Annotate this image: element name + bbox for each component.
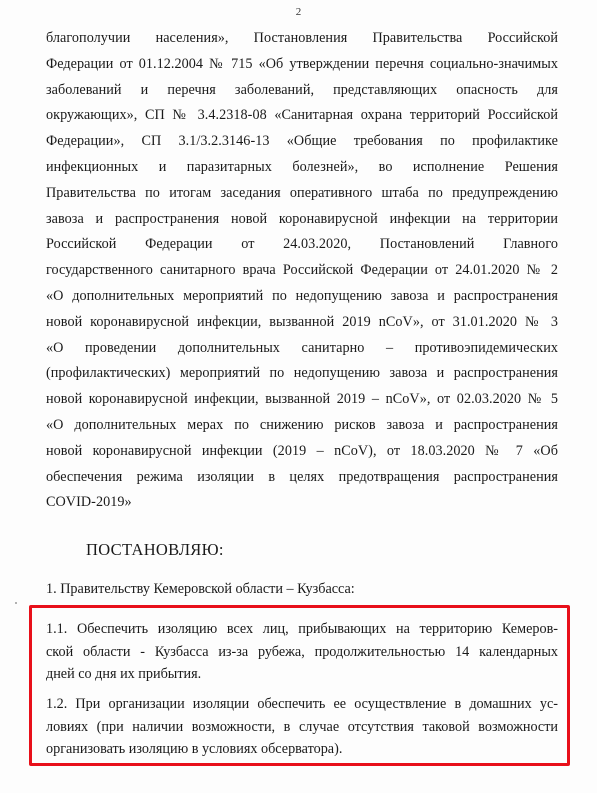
item-1-1-line: дней со дня их прибытия. [46,666,202,682]
resolve-heading: ПОСТАНОВЛЯЮ: [86,540,224,559]
preamble-line: новой коронавирусной инфекции, вызванной 2019 – nCoV», от 02.03.2020 № 5 [46,391,558,408]
preamble-line: заболеваний и перечня заболеваний, представляющих опасность для [46,81,558,98]
item-1-2 [46,693,558,761]
scan-speck [15,602,17,604]
preamble-line: COVID-2019» [46,494,132,511]
preamble-line: обеспечения режима изоляции в целях предотвращения распространения [46,468,558,485]
page-number: 2 [295,6,302,18]
preamble-line: новой коронавирусной инфекции (2019 – nCoV), от 18.03.2020 № 7 «Об [46,442,558,459]
preamble-paragraph [46,26,558,516]
item-1-1-line: 1.1. Обеспечить изоляцию всех лиц, прибывающих на территорию Кемеров- [46,621,558,637]
preamble-line: окружающих», СП № 3.4.2318-08 «Санитарная охрана территорий Российской [46,107,558,124]
preamble-line: Правительства по итогам заседания оперативного штаба по предупреждению [46,184,558,201]
preamble-line: Российской Федерации от 24.03.2020, Постановлений Главного [46,236,558,253]
item-1-2-line: организовать изоляцию в условиях обсерватора). [46,741,343,757]
preamble-line: Федерации от 01.12.2004 № 715 «Об утверждении перечня социально-значимых [46,55,558,72]
preamble-line: новой коронавирусной инфекции, вызванной 2019 nCoV», от 31.01.2020 № 3 [46,313,558,330]
preamble-line: завоза и распространения новой коронавирусной инфекции на территории [46,210,558,227]
item-1-2-line: ловиях (при наличии возможности, в случае отсутствия таковой возможности [46,718,558,735]
preamble-line: (профилактических) мероприятий по недопущению завоза и распространения [46,365,558,382]
preamble-line: государственного санитарного врача Российской Федерации от 24.01.2020 № 2 [46,262,558,279]
preamble-line: «О дополнительных мероприятий по недопущению завоза и распространения [46,287,558,304]
item-1-2-line: 1.2. При организации изоляции обеспечить ее осуществление в домашних ус- [46,696,558,712]
preamble-line: «О проведении дополнительных санитарно – противоэпидемических [46,339,558,356]
preamble-line: благополучии населения», Постановления Правительства Российской [46,30,558,46]
item-1-1 [46,618,558,686]
preamble-line: инфекционных и паразитарных болезней», во исполнение Решения [46,158,558,175]
preamble-line: Федерации», СП 3.1/3.2.3146-13 «Общие требования по профилактике [46,133,558,150]
preamble-line: «О дополнительных мерах по снижению рисков завоза и распространения [46,416,558,433]
item-1: 1. Правительству Кемеровской области – Кузбасса: [46,581,355,597]
item-1-1-line: ской области - Кузбасса из-за рубежа, продолжительностью 14 календарных [46,643,558,660]
